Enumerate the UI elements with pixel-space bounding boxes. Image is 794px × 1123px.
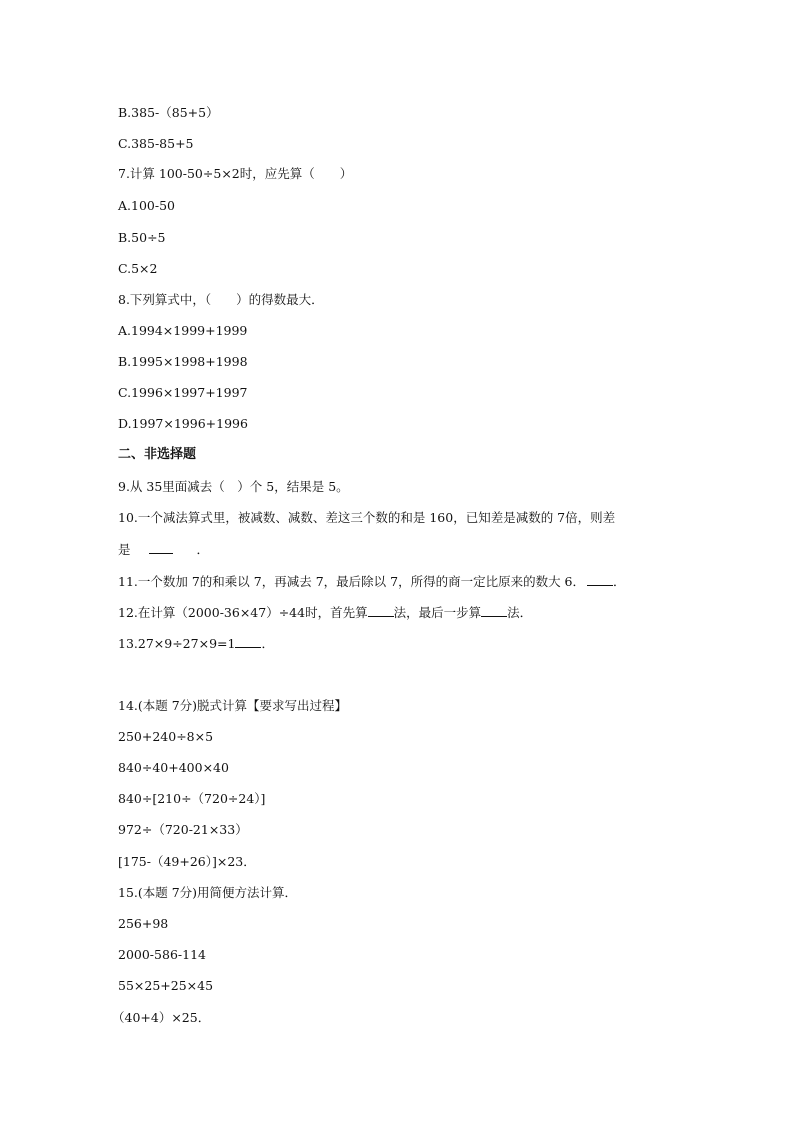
q7-stem: 7.计算 100-50÷5×2时，应先算（ ）	[118, 166, 353, 181]
q7-option-a: A.100-50	[118, 198, 175, 213]
q15-item-3: 55×25+25×45	[118, 978, 214, 993]
q11-text: 11.一个数加 7的和乘以 7，再减去 7，最后除以 7，所得的商一定比原来的数大 6．	[118, 574, 586, 589]
q12-part1: 12.在计算（2000-36×47）÷44时，首先算	[118, 605, 368, 620]
q12-blank-first[interactable]	[368, 604, 394, 617]
q13-line	[118, 635, 274, 652]
q14-item-1: 250+240÷8×5	[118, 729, 214, 744]
q11-answer-blank[interactable]	[587, 573, 613, 586]
q12-part2: 法，最后一步算	[393, 605, 482, 620]
q8-option-c: C.1996×1997+1997	[118, 385, 248, 400]
q10-line2	[118, 541, 209, 558]
q10-prefix: 是	[118, 542, 131, 557]
q12-blank-last[interactable]	[481, 604, 507, 617]
section-2-title: 二、非选择题	[118, 447, 197, 462]
q7-option-c: C.5×2	[118, 261, 158, 276]
q15-item-4: （40+4）×25．	[112, 1010, 211, 1025]
q11-line	[118, 573, 626, 590]
q14-item-5: [175-（49+26）]×23．	[118, 854, 256, 869]
q7-option-b: B.50÷5	[118, 230, 166, 245]
q14-item-2: 840÷40+400×40	[118, 760, 229, 775]
q14-stem: 14.(本题 7分)脱式计算【要求写出过程】	[118, 698, 348, 713]
q10-suffix: ．	[196, 542, 209, 557]
q10-answer-blank[interactable]	[149, 541, 173, 554]
q12-part3: 法．	[507, 605, 533, 620]
q15-stem: 15.(本题 7分)用简便方法计算．	[118, 885, 298, 900]
q15-item-2: 2000-586-114	[118, 947, 206, 962]
q11-suffix: ．	[613, 574, 626, 589]
q12-line	[118, 604, 532, 621]
q8-option-b: B.1995×1998+1998	[118, 354, 248, 369]
q6-option-b: B.385-（85+5）	[118, 105, 219, 120]
q8-option-a: A.1994×1999+1999	[118, 323, 248, 338]
q8-stem: 8.下列算式中，（ ）的得数最大．	[118, 292, 324, 307]
q14-item-4: 972÷（720-21×33）	[118, 822, 248, 837]
q14-item-3: 840÷[210÷（720÷24）]	[118, 791, 266, 806]
q13-text: 13.27×9÷27×9=1	[118, 636, 236, 651]
q9-text: 9.从 35里面减去（ ）个 5，结果是 5。	[118, 479, 349, 494]
q15-item-1: 256+98	[118, 916, 169, 931]
q13-suffix: ．	[261, 636, 274, 651]
q10-line1: 10.一个减法算式里，被减数、减数、差这三个数的和是 160，已知差是减数的 7倍，则差	[118, 510, 616, 525]
q13-answer-blank[interactable]	[235, 635, 261, 648]
q8-option-d: D.1997×1996+1996	[118, 416, 248, 431]
q6-option-c: C.385-85+5	[118, 136, 194, 151]
